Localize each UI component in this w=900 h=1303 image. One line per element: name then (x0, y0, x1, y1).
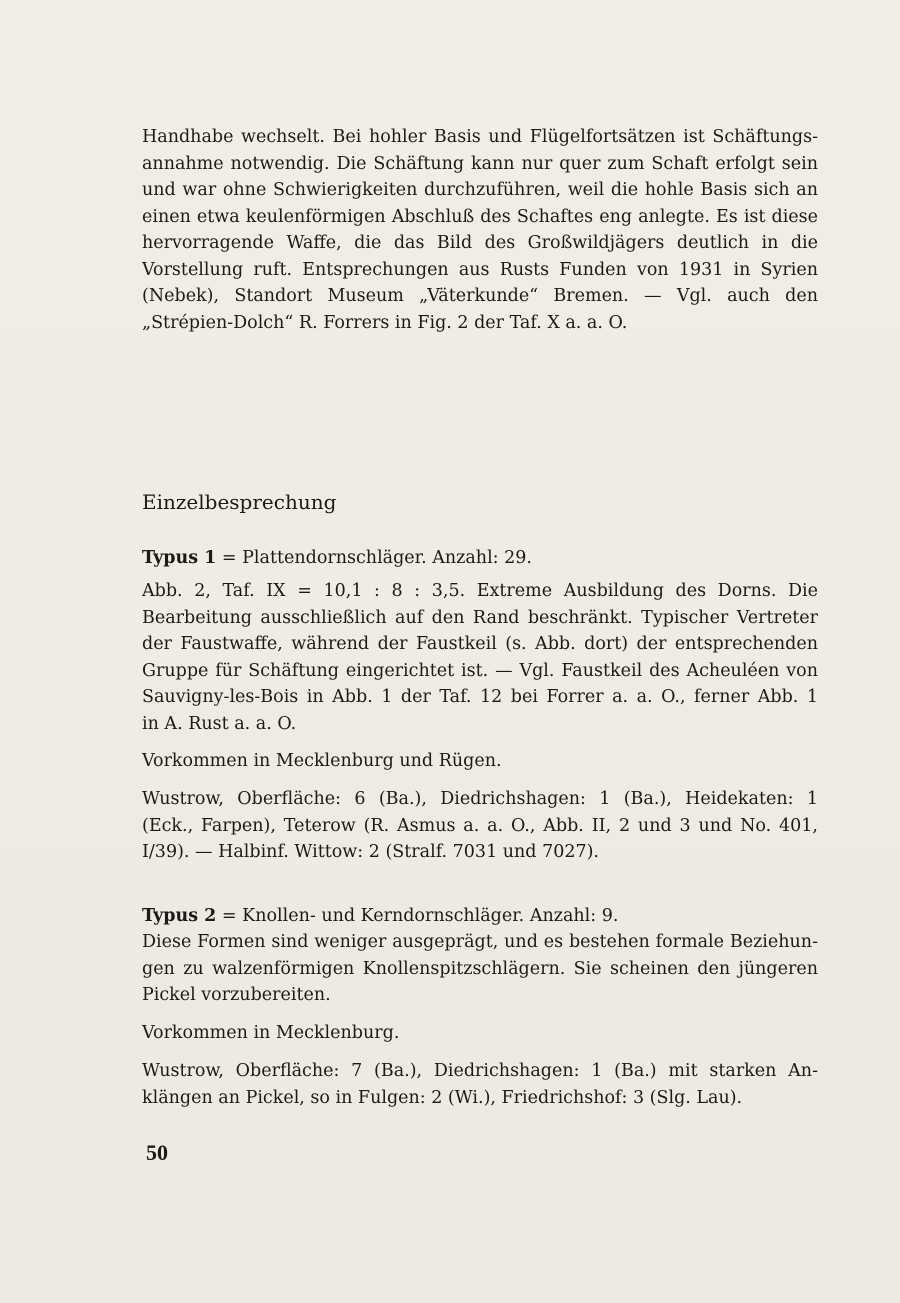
text-line: Wustrow, Oberfläche: 7 (Ba.), Diedrichshagen: 1 (Ba.) mit starken An- (142, 1061, 818, 1081)
text-line: (Eck., Farpen), Teterow (R. Asmus a. a. O., Abb. II, 2 und 3 und No. 401, (142, 815, 818, 836)
typus-2-fundorte (142, 1058, 818, 1111)
text-line: Diese Formen sind weniger ausgeprägt, und es bestehen formale Beziehun- (142, 932, 818, 952)
text-line: Bearbeitung ausschließlich auf den Rand beschränkt. Typischer Vertreter (142, 607, 818, 628)
typus-title: = Plattendornschläger. Anzahl: 29. (216, 548, 532, 568)
text-line: Vorstellung ruft. Entsprechungen aus Rusts Funden von 1931 in Syrien (142, 259, 818, 280)
typus-title: = Knollen- und Kerndornschläger. Anzahl: 9. (216, 906, 619, 926)
text-line: in A. Rust a. a. O. (142, 713, 297, 734)
text-line: Handhabe wechselt. Bei hohler Basis und Flügelfortsätzen ist Schäftungs- (142, 127, 818, 147)
text-line: klängen an Pickel, so in Fulgen: 2 (Wi.), Friedrichshof: 3 (Slg. Lau). (142, 1087, 743, 1108)
text-line: „Strépien-Dolch“ R. Forrers in Fig. 2 der Taf. X a. a. O. (142, 312, 628, 333)
typus-1-fundorte (142, 786, 818, 866)
typus-1-vorkommen (142, 748, 818, 775)
text-line: I/39). — Halbinf. Wittow: 2 (Stralf. 7031 und 7027). (142, 842, 599, 862)
intro-paragraph (142, 124, 818, 336)
typus-1-title (142, 545, 818, 572)
text-line: und war ohne Schwierigkeiten durchzuführen, weil die hohle Basis sich an (142, 180, 818, 200)
text-line: hervorragende Waffe, die das Bild des Großwildjägers deutlich in die (142, 233, 818, 253)
typus-2-description (142, 929, 818, 1009)
text-line: Gruppe für Schäftung eingerichtet ist. — Vgl. Faustkeil des Acheuléen von (142, 660, 818, 681)
page-number: 50 (146, 1140, 168, 1165)
text-line: (Nebek), Standort Museum „Väterkunde“ Bremen. — Vgl. auch den (142, 286, 818, 306)
typus-2-title (142, 903, 818, 930)
text-line: Sauvigny-les-Bois in Abb. 1 der Taf. 12 bei Forrer a. a. O., ferner Abb. 1 (142, 687, 818, 707)
typus-label: Typus 1 (142, 548, 217, 568)
text-line: annahme notwendig. Die Schäftung kann nur quer zum Schaft erfolgt sein (142, 153, 818, 174)
text-line: Wustrow, Oberfläche: 6 (Ba.), Diedrichshagen: 1 (Ba.), Heidekaten: 1 (142, 789, 818, 809)
typus-1-description (142, 578, 818, 737)
text-line: der Faustwaffe, während der Faustkeil (s. Abb. dort) der entsprechenden (142, 634, 818, 654)
section-heading: Einzelbesprechung (142, 490, 337, 514)
text-line: gen zu walzenförmigen Knollenspitzschlägern. Sie scheinen den jüngeren (142, 958, 818, 979)
vorkommen-text: Vorkommen in Mecklenburg und Rügen. (142, 751, 502, 771)
text-line: Abb. 2, Taf. IX = 10,1 : 8 : 3,5. Extreme Ausbildung des Dorns. Die (142, 581, 818, 601)
vorkommen-text: Vorkommen in Mecklenburg. (142, 1023, 400, 1043)
typus-2-vorkommen (142, 1020, 818, 1047)
typus-label: Typus 2 (142, 906, 217, 926)
text-line: einen etwa keulenförmigen Abschluß des Schaftes eng anlegte. Es ist diese (142, 206, 818, 227)
text-line: Pickel vorzubereiten. (142, 985, 331, 1005)
